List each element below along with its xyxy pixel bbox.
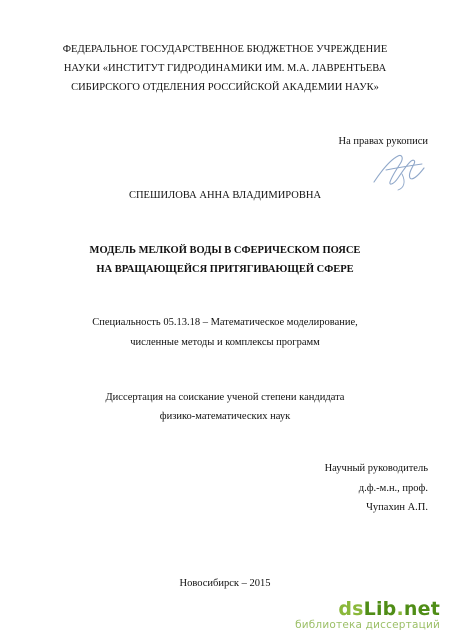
watermark-brand-net: net [403, 598, 440, 620]
watermark-brand-ds: ds [338, 598, 364, 620]
manuscript-rights-label: На правах рукописи [338, 136, 428, 147]
signature-icon [368, 148, 428, 192]
dslib-watermark [295, 599, 440, 631]
advisor-degree: д.ф.-м.н., проф. [358, 483, 428, 494]
thesis-title-line-1: МОДЕЛЬ МЕЛКОЙ ВОДЫ В СФЕРИЧЕСКОМ ПОЯСЕ [89, 245, 361, 256]
advisor-name: Чупахин А.П. [366, 502, 428, 513]
watermark-brand-dot: . [396, 598, 404, 620]
dissertation-line-2: физико-математических наук [159, 411, 291, 422]
watermark-subtitle: библиотека диссертаций [295, 619, 440, 631]
thesis-title-line-2: НА ВРАЩАЮЩЕЙСЯ ПРИТЯГИВАЮЩЕЙ СФЕРЕ [96, 264, 354, 275]
specialty-line-1: Специальность 05.13.18 – Математическое моделирование, [92, 317, 358, 328]
advisor-role: Научный руководитель [324, 463, 428, 474]
institution-line-2: НАУКИ «ИНСТИТУТ ГИДРОДИНАМИКИ ИМ. М.А. ЛАВРЕНТЬЕВА [63, 63, 387, 74]
author-name: СПЕШИЛОВА АННА ВЛАДИМИРОВНА [128, 190, 322, 201]
dissertation-line-1: Диссертация на соискание ученой степени кандидата [105, 392, 345, 403]
city-year: Новосибирск – 2015 [179, 578, 271, 589]
watermark-brand [295, 599, 440, 619]
institution-line-1: ФЕДЕРАЛЬНОЕ ГОСУДАРСТВЕННОЕ БЮДЖЕТНОЕ УЧРЕЖДЕНИЕ [62, 44, 388, 55]
watermark-brand-lib: Lib [363, 598, 397, 620]
specialty-line-2: численные методы и комплексы программ [130, 337, 320, 348]
institution-line-3: СИБИРСКОГО ОТДЕЛЕНИЯ РОССИЙСКОЙ АКАДЕМИИ НАУК» [71, 82, 379, 93]
